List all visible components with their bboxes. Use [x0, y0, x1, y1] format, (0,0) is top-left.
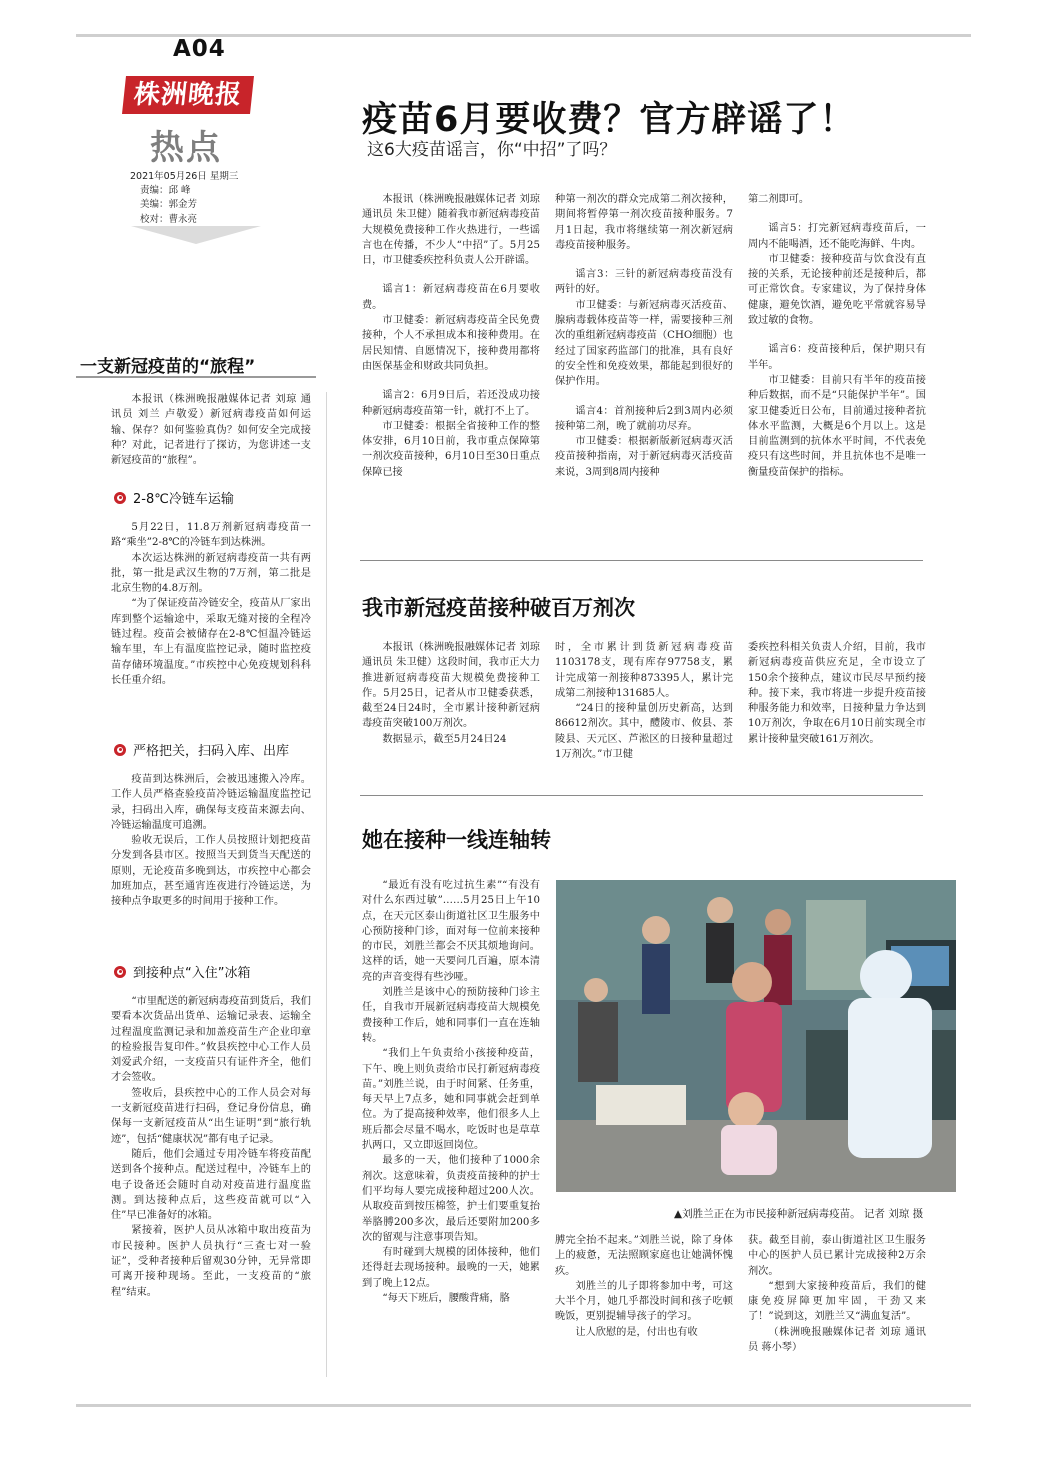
divider-after-rumors: [360, 560, 923, 561]
section-name: 热点: [150, 128, 222, 168]
rumor-1: 谣言1：新冠病毒疫苗在6月要收费。: [362, 284, 540, 311]
page-meta: [130, 170, 238, 227]
rumor-6: 谣言6：疫苗接种后，保护期只有半年。: [748, 344, 926, 371]
main-subheadline: 这6大疫苗谣言，你“中招”了吗？: [367, 140, 617, 160]
photo-caption: ▲刘胜兰正在为市民接种新冠病毒疫苗。 记者 刘琼 摄: [674, 1208, 924, 1220]
journey-title: 一支新冠疫苗的“旅程”: [80, 357, 256, 377]
frontline-column-3: [748, 1233, 926, 1383]
frontline-para-4: 最多的一天，他们接种了1000余剂次。这意味着，负责疫苗接种的护士们平均每人要完成接种超过200人次。从取疫苗到按压棉签，护士们要重复抬举胳膊200多次，最后还要附加200多次的留观与注意事项告知。: [362, 1155, 540, 1243]
frontline-para-11: “想到大家接种疫苗后，我们的健康免疫屏障更加牢固，干劲又来了！”说到这，刘胜兰又“满血复活”。: [748, 1280, 926, 1323]
journey-subhead-1-text: 2-8℃冷链车运输: [133, 492, 234, 507]
million-column-3: [748, 640, 926, 780]
million-outlook: 委疾控科相关负责人介绍，目前，我市新冠病毒疫苗供应充足，全市设立了150余个接种点，建议市民尽早预约接种。接下来，我市将进一步提升疫苗接种服务能力和效率，日接种量力争达到10万剂次，争取在6月10日前实现全市累计接种量突破161万剂次。: [748, 642, 926, 745]
journey-section-2: [111, 772, 311, 952]
masthead-triangle: [131, 226, 261, 244]
rumors-column-3: [748, 192, 926, 552]
frontline-para-5: 有时碰到大规模的团体接种，他们还得赶去现场接种。最晚的一天，她累到了晚上12点。: [362, 1247, 540, 1289]
frontline-headline: 她在接种一线连轴转: [362, 828, 551, 852]
frontline-para-3: “我们上午负责给小孩接种疫苗，下午、晚上则负责给市民打新冠病毒疫苗。”刘胜兰说，由于时间紧、任务重，每天早上7点多，她和同事就会赶到单位。为了提高接种效率，他们很多人上班后都会尽量不喝水，吃饭时也是草草扒两口，又立即返回岗位。: [362, 1048, 540, 1152]
red-circle-icon: [114, 744, 126, 756]
journey-subhead-2: [114, 740, 289, 759]
frontline-para-9: 让人欣慰的是，付出也有收: [575, 1326, 698, 1338]
journey-sec3-para-3: 随后，他们会通过专用冷链车将疫苗配送到各个接种点。配送过程中，冷链车上的电子设备还会随时自动对疫苗进行温度监测。到达接种点后，这些疫苗就可以“入住”早已准备好的冰箱。: [111, 1148, 311, 1222]
left-vertical-divider: [326, 392, 327, 1377]
meta-designer: 美编：郭金芳: [140, 199, 198, 211]
frontline-byline: （株洲晚报融媒体记者 刘琼 通讯员 蒋小琴）: [748, 1326, 926, 1354]
meta-editor: 责编：邱 峰: [140, 185, 191, 197]
frontline-column-1: [362, 878, 540, 1378]
million-data: 数据显示，截至5月24日24: [382, 733, 507, 745]
rumor-4-answer: 市卫健委：根据新版新冠病毒灭活疫苗接种指南，对于新冠病毒灭活疫苗来说，3周到8周内接种: [555, 436, 733, 478]
journey-subhead-1: [114, 488, 234, 507]
frontline-column-2: [555, 1233, 733, 1383]
frontline-para-7: 膊完全抬不起来。”刘胜兰说，除了身体上的疲惫，无法照顾家庭也让她满怀愧疚。: [555, 1235, 733, 1277]
journey-sec1-para-1: 5月22日，11.8万剂新冠病毒疫苗一路“乘坐”2-8℃的冷链车到达株洲。: [111, 522, 311, 549]
rumor-2-answer: 市卫健委：根据全省接种工作的整体安排，6月10日前，我市重点保障第一剂次疫苗接种，6月10日至30日重点保障已接: [362, 420, 540, 478]
bottom-rule: [76, 1404, 971, 1407]
rumor-3: 谣言3：三针的新冠病毒疫苗没有两针的好。: [555, 269, 733, 296]
journey-section-1: [111, 520, 311, 725]
journey-lead: 本报讯（株洲晚报融媒体记者 刘琼 通讯员 刘兰 卢敬爱）新冠病毒疫苗如何运输、保存？如何鉴验真伪？如何安全完成接种？对此，记者进行了探访，为您讲述一支新冠疫苗的“旅程”。: [111, 394, 311, 467]
journey-sec3-para-2: 签收后，县疾控中心的工作人员会对每一支新冠疫苗进行扫码，登记身份信息，确保每一支新冠疫苗从“出生证明”到“旅行轨迹”，包括“健康状况”都有电子记录。: [111, 1087, 311, 1145]
million-record: “24日的接种量创历史新高，达到86612剂次。其中，醴陵市、攸县、茶陵县、天元区、芦淞区的日接种量超过1万剂次。”市卫健: [555, 703, 733, 761]
frontline-lead: “最近有没有吃过抗生素”“有没有对什么东西过敏”……5月25日上午10点，在天元区泰山街道社区卫生服务中心预防接种门诊，面对每一位前来接种的市民，刘胜兰都会不厌其烦地询问。这样的话，她一天要问几百遍，原本清亮的声音变得有些沙哑。: [362, 880, 540, 983]
rumor-2-answer-cont: 种第一剂次的群众完成第二剂次接种，期间将暂停第一剂次疫苗接种服务。7月1日起，我市将继续第一剂次新冠病毒疫苗接种服务。: [555, 194, 733, 251]
journey-sec1-para-3: “为了保证疫苗冷链安全，疫苗从厂家出库到整个运输途中，采取无缝对接的全程冷链过程。疫苗会被储存在2-8℃恒温冷链运输车里，车上有温度监控记录，随时监控疫苗存储环境温度。”市疾控中心免疫规划科科长任重介绍。: [111, 598, 311, 686]
journey-subhead-3-text: 到接种点“入住”冰箱: [133, 966, 251, 981]
rumor-5: 谣言5：打完新冠病毒疫苗后，一周内不能喝酒，还不能吃海鲜、牛肉。: [748, 223, 926, 250]
journey-sec3-para-1: “市里配送的新冠病毒疫苗到货后，我们要看本次货品出货单、运输记录表、运输全过程温度监测记录和加盖疫苗生产企业印章的检验报告复印件。”攸县疾控中心工作人员刘爱武介绍，一支疫苗只有证件齐全，他们才会签收。: [111, 996, 311, 1084]
frontline-para-10: 获。截至目前，泰山街道社区卫生服务中心的医护人员已累计完成接种2万余剂次。: [748, 1235, 926, 1277]
page-number: A04: [173, 36, 226, 62]
red-circle-icon: [114, 966, 126, 978]
journey-intro: [111, 392, 311, 472]
rumor-6-answer: 市卫健委：目前只有半年的疫苗接种后数据，而不是“只能保护半年”。国家卫健委近日公布，目前通过接种者抗体水平监测，大概是6个月以上。这是目前监测到的抗体水平时间，不代表免疫只有这些时间，并且抗体也不是唯一衡量疫苗保护的指标。: [748, 374, 926, 478]
frontline-para-6: “每天下班后，腰酸背痛，胳: [382, 1293, 510, 1305]
rumor-5-answer: 市卫健委：接种疫苗与饮食没有直接的关系，无论接种前还是接种后，都可正常饮食。专家建议，为了保持身体健康，避免饮酒，避免吃平常就容易导致过敏的食物。: [748, 253, 926, 327]
vaccination-photo-illustration: [556, 880, 956, 1192]
journey-sec2-para-2: 验收无误后，工作人员按照计划把疫苗分发到各县市区。按照当天到货当天配送的原则，无论疫苗多晚到达，市疾控中心都会加班加点，甚至通宵连夜进行冷链运送，为接种点争取更多的时间用于接种工作。: [111, 835, 311, 908]
journey-subhead-2-text: 严格把关，扫码入库、出库: [133, 744, 290, 759]
million-column-1: [362, 640, 540, 780]
rumors-column-1: [362, 192, 540, 552]
vaccination-photo: [556, 880, 956, 1192]
rumor-3-answer: 市卫健委：与新冠病毒灭活疫苗、腺病毒载体疫苗等一样，需要接种三剂次的重组新冠病毒疫苗（CHO细胞）也经过了国家药监部门的批准，具有良好的安全性和免疫效果，都能起到很好的保护作用。: [555, 299, 733, 388]
meta-proofreader: 校对：曹永亮: [140, 213, 198, 225]
rumor-4-answer-cont: 第二剂即可。: [748, 194, 810, 205]
million-column-2: [555, 640, 733, 780]
newspaper-logo: 株洲晚报: [122, 76, 254, 114]
rumor-4: 谣言4：首剂接种后2到3周内必须接种第二剂，晚了就前功尽弃。: [555, 405, 733, 432]
journey-sec3-para-4: 紧接着，医护人员从冰箱中取出疫苗为市民接种。医护人员执行“三查七对一验证”，受种者接种后留观30分钟，无异常即可离开接种现场。至此，一支疫苗的“旅程”结束。: [111, 1225, 311, 1298]
journey-section-3: [111, 994, 311, 1384]
rumors-column-2: [555, 192, 733, 552]
rumors-lead: 本报讯（株洲晚报融媒体记者 刘琼 通讯员 朱卫健）随着我市新冠病毒疫苗大规模免费接种工作火热进行，一些谣言也在传播，不少人“中招”了。5月25日，市卫健委疾控科负责人公开辟谣。: [362, 194, 540, 267]
million-data-cont: 时，全市累计到货新冠病毒疫苗1103178支，现有库存97758支，累计完成第一剂接种873395人，累计完成第二剂接种131685人。: [555, 642, 733, 699]
rumor-2: 谣言2：6月9日后，若还没成功接种新冠病毒疫苗第一针，就打不上了。: [362, 390, 540, 417]
divider-after-million: [360, 795, 923, 796]
journey-sec1-para-2: 本次运达株洲的新冠病毒疫苗一共有两批，第一批是武汉生物的7万剂，第二批是北京生物的4.8万剂。: [111, 552, 311, 595]
million-lead: 本报讯（株洲晚报融媒体记者 刘琼 通讯员 朱卫健）这段时间，我市正大力推进新冠病毒疫苗大规模免费接种工作。5月25日，记者从市卫健委获悉，截至24日24时，全市累计接种新冠病毒疫苗突破100万剂次。: [362, 642, 540, 730]
million-headline: 我市新冠疫苗接种破百万剂次: [362, 596, 635, 620]
rumor-1-answer: 市卫健委：新冠病毒疫苗全民免费接种，个人不承担成本和接种费用。在居民知情、自愿情况下，接种费用都将由医保基金和财政共同负担。: [362, 315, 540, 372]
red-circle-icon: [114, 492, 126, 504]
journey-sec2-para-1: 疫苗到达株洲后，会被迅速搬入冷库。工作人员严格查验疫苗冷链运输温度监控记录，扫码出入库，确保每支疫苗来源去向、冷链运输温度可追溯。: [111, 774, 311, 831]
frontline-para-8: 刘胜兰的儿子即将参加中考，可这大半个月，她几乎都没时间和孩子吃顿晚饭，更别提辅导孩子的学习。: [555, 1280, 733, 1323]
journey-subhead-3: [114, 962, 250, 981]
meta-date: 2021年05月26日 星期三: [130, 171, 239, 182]
frontline-para-2: 刘胜兰是该中心的预防接种门诊主任，自我市开展新冠病毒疫苗大规模免费接种工作后，她和同事们一直在连轴转。: [362, 987, 540, 1044]
main-headline: 疫苗6月要收费？官方辟谣了！: [362, 100, 856, 140]
